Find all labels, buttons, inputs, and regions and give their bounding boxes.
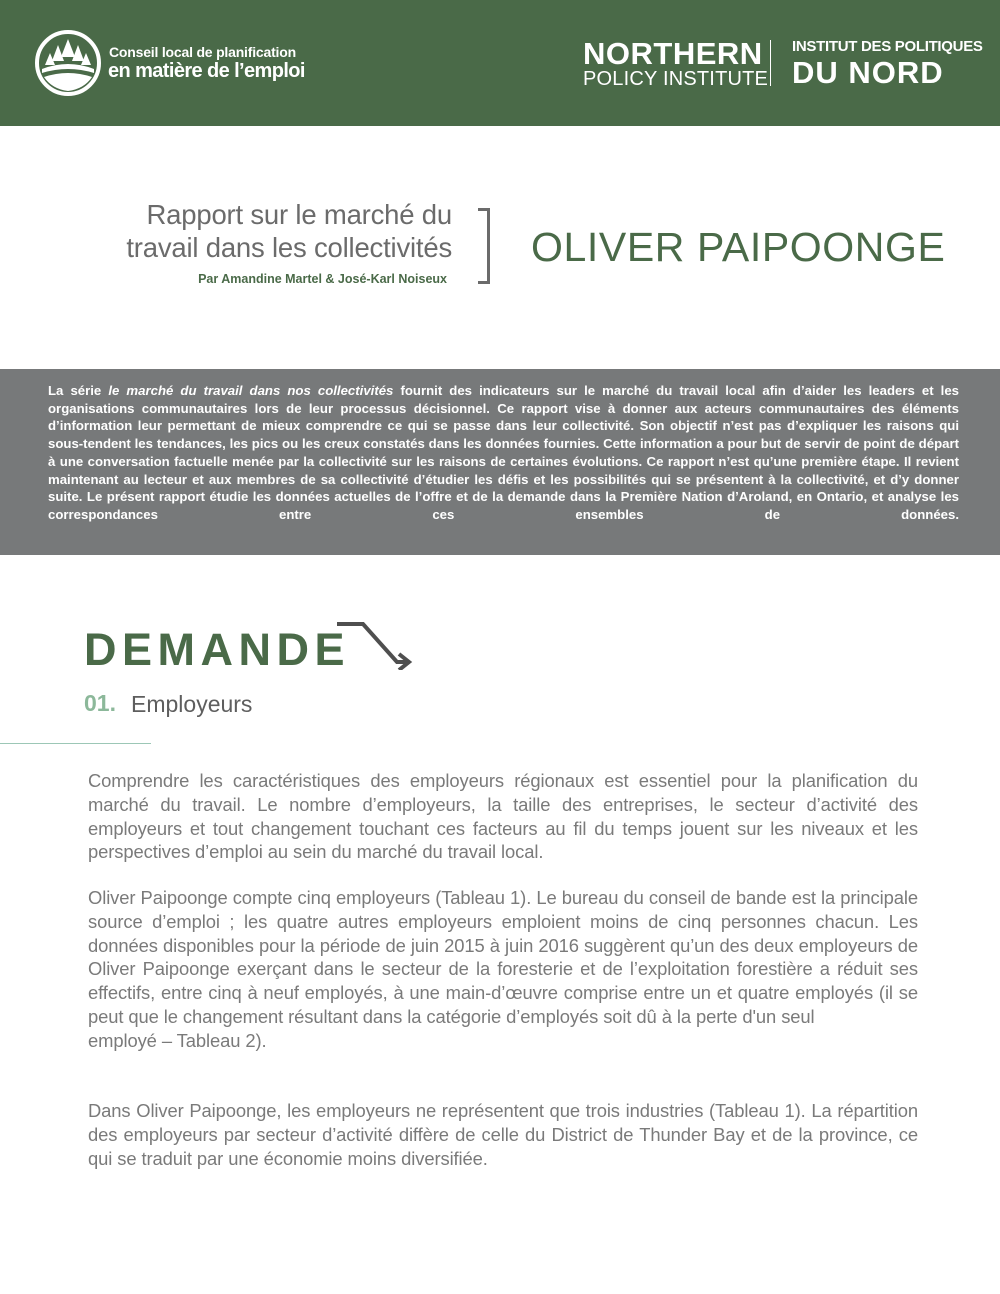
npi-logo-line1: NORTHERN — [583, 36, 763, 71]
intro-body: fournit des indicateurs sur le marché du travail local afin d’aider les leaders et les organisations communautaires lors de leur processus décisionnel. Ce rapport vise à donner aux acteurs communautaires des éléments d’information leur permettant de mieux comprendre ce qui se passe dans leur collectivité. Son objectif n’est pas d’expliquer les raisons qui sous-tendent les tendances, les pics ou les creux constatés dans les données fournies. Cette information a pour but de servir de point de départ à une conversation factuelle menée par la collectivité sur les raisons de certaines évolutions. Ce rapport n’est qu’une première étape. Il revient maintenant au lecteur et aux membres de sa collectivité d’étudier les défis et les possibilités qui se présentent à la collectivité, et d’y donner suite. Le présent rapport étudie les données actuelles de l’offre et de la demande dans la Première Nation d’Aroland, en Ontario, et analyse les correspondances entre ces ensembles de données. — [48, 383, 960, 522]
body-paragraph-2 — [88, 886, 918, 1053]
body-paragraph-3: Dans Oliver Paipoonge, les employeurs ne représentent que trois industries (Tableau 1). La répartition des employeurs par secteur d’activité diffère de celle du District de Thunder Bay et de la province, ce qui se traduit par une économie moins diversifiée. — [88, 1100, 918, 1169]
community-name: OLIVER PAIPOONGE — [531, 224, 946, 270]
intro-series-name: le marché du travail dans nos collectivités — [108, 383, 394, 398]
report-title-line2: travail dans les collectivités — [126, 232, 452, 263]
logo-divider — [770, 40, 771, 86]
subsection-number: 01. — [84, 690, 116, 716]
report-title — [32, 198, 452, 264]
title-bracket — [478, 208, 490, 284]
tree-logo-icon — [34, 29, 102, 97]
intro-lead: La série — [48, 383, 109, 398]
body-paragraph-1: Comprendre les caractéristiques des employeurs régionaux est essentiel pour la planification du marché du travail. Le nombre d’employeurs, la taille des entreprises, le secteur d’activité des employeurs et tout changement touchant ces facteurs au fil du temps jouent sur les niveaux et les perspectives d’emploi au sein du marché du travail local. — [88, 770, 918, 863]
subsection-rule — [0, 743, 151, 744]
body-paragraph-2-end: employé – Tableau 2). — [88, 1029, 267, 1051]
org-name-line2: en matière de l’emploi — [108, 60, 305, 82]
report-title-line1: Rapport sur le marché du — [146, 199, 452, 230]
header-bar — [0, 0, 1000, 126]
intro-paragraph — [48, 382, 959, 524]
npi-logo-line2: POLICY INSTITUTE — [583, 68, 769, 90]
ipn-logo-line2: DU NORD — [792, 55, 944, 90]
ipn-logo-line1: INSTITUT DES POLITIQUES — [792, 38, 983, 55]
arrow-down-right-icon — [333, 620, 413, 670]
org-name-line1: Conseil local de planification — [109, 44, 296, 60]
body-paragraph-2-main: Oliver Paipoonge compte cinq employeurs (Tableau 1). Le bureau du conseil de bande est la principale source d’emploi ; les quatre autres employeurs emploient moins de cinq personnes chacun. Les données disponibles pour la période de juin 2015 à juin 2016 suggèrent qu’un des deux employeurs de Oliver Paipoonge exerçant dans le secteur de la foresterie et de l’exploitation forestière a réduit ses effectifs, entre cinq à neuf employés, à une main-d’œuvre comprise entre un et quatre employés (il se peut que le changement résultant dans la catégorie d’employés soit dû à la perte d'un seul — [88, 887, 918, 1027]
authors: Par Amandine Martel & José-Karl Noiseux — [198, 272, 447, 286]
section-title: DEMANDE — [84, 624, 351, 675]
subsection-label: Employeurs — [131, 691, 253, 717]
